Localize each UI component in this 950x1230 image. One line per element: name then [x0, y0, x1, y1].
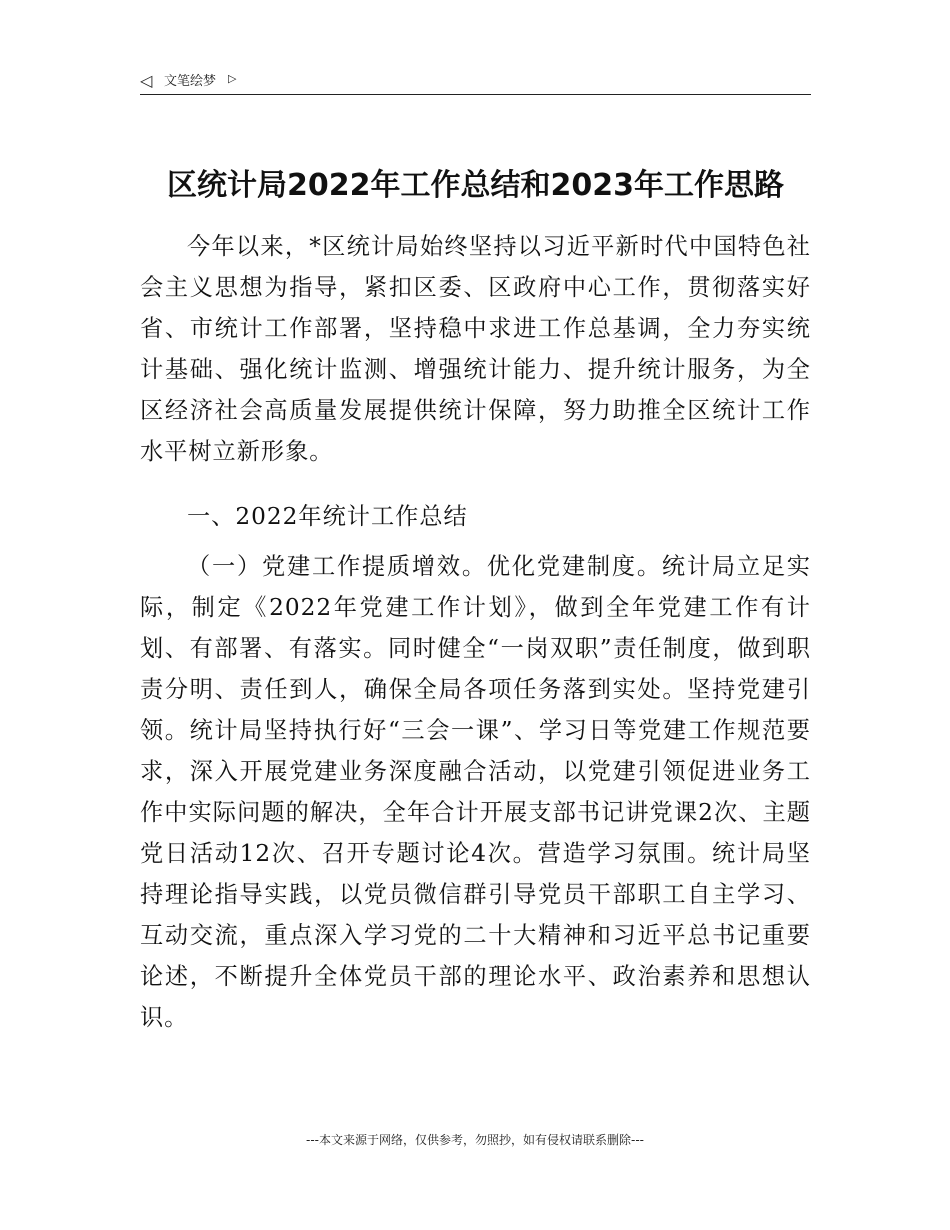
intro-paragraph: 今年以来，*区统计局始终坚持以习近平新时代中国特色社会主义思想为指导，紧扣区委、区政府中心工作，贯彻落实好省、市统计工作部署，坚持稳中求进工作总基调，全力夯实统计基础、强化统计监测、增强统计能力、提升统计服务，为全区经济社会高质量发展提供统计保障，努力助推全区统计工作水平树立新形象。: [140, 233, 811, 465]
triangle-right-icon: ▷: [228, 72, 237, 85]
section-heading: 一、2022年统计工作总结: [187, 503, 468, 530]
footer-disclaimer: ---本文来源于网络，仅供参考，勿照抄，如有侵权请联系删除---: [306, 1133, 644, 1147]
document-title: 区统计局2022年工作总结和2023年工作思路: [167, 168, 784, 203]
triangle-left-icon: ◁: [140, 71, 153, 90]
party-building-paragraph: （一）党建工作提质增效。优化党建制度。统计局立足实际，制定《2022年党建工作计划》，做到全年党建工作有计划、有部署、有落实。同时健全“一岗双职”责任制度，做到职责分明、责任到人，确保全局各项任务落到实处。坚持党建引领。统计局坚持执行好“三会一课”、学习日等党建工作规范要求，深入开展党建业务深度融合活动，以党建引领促进业务工作中实际问题的解决，全年合计开展支部书记讲党课2次、主题党日活动12次、召开专题讨论4次。营造学习氛围。统计局坚持理论指导实践，以党员微信群引导党员干部职工自主学习、互动交流，重点深入学习党的二十大精神和习近平总书记重要论述，不断提升全体党员干部的理论水平、政治素养和思想认识。: [140, 553, 811, 1031]
brand-name: 文笔绘梦: [164, 74, 217, 89]
page-header: [140, 66, 811, 95]
